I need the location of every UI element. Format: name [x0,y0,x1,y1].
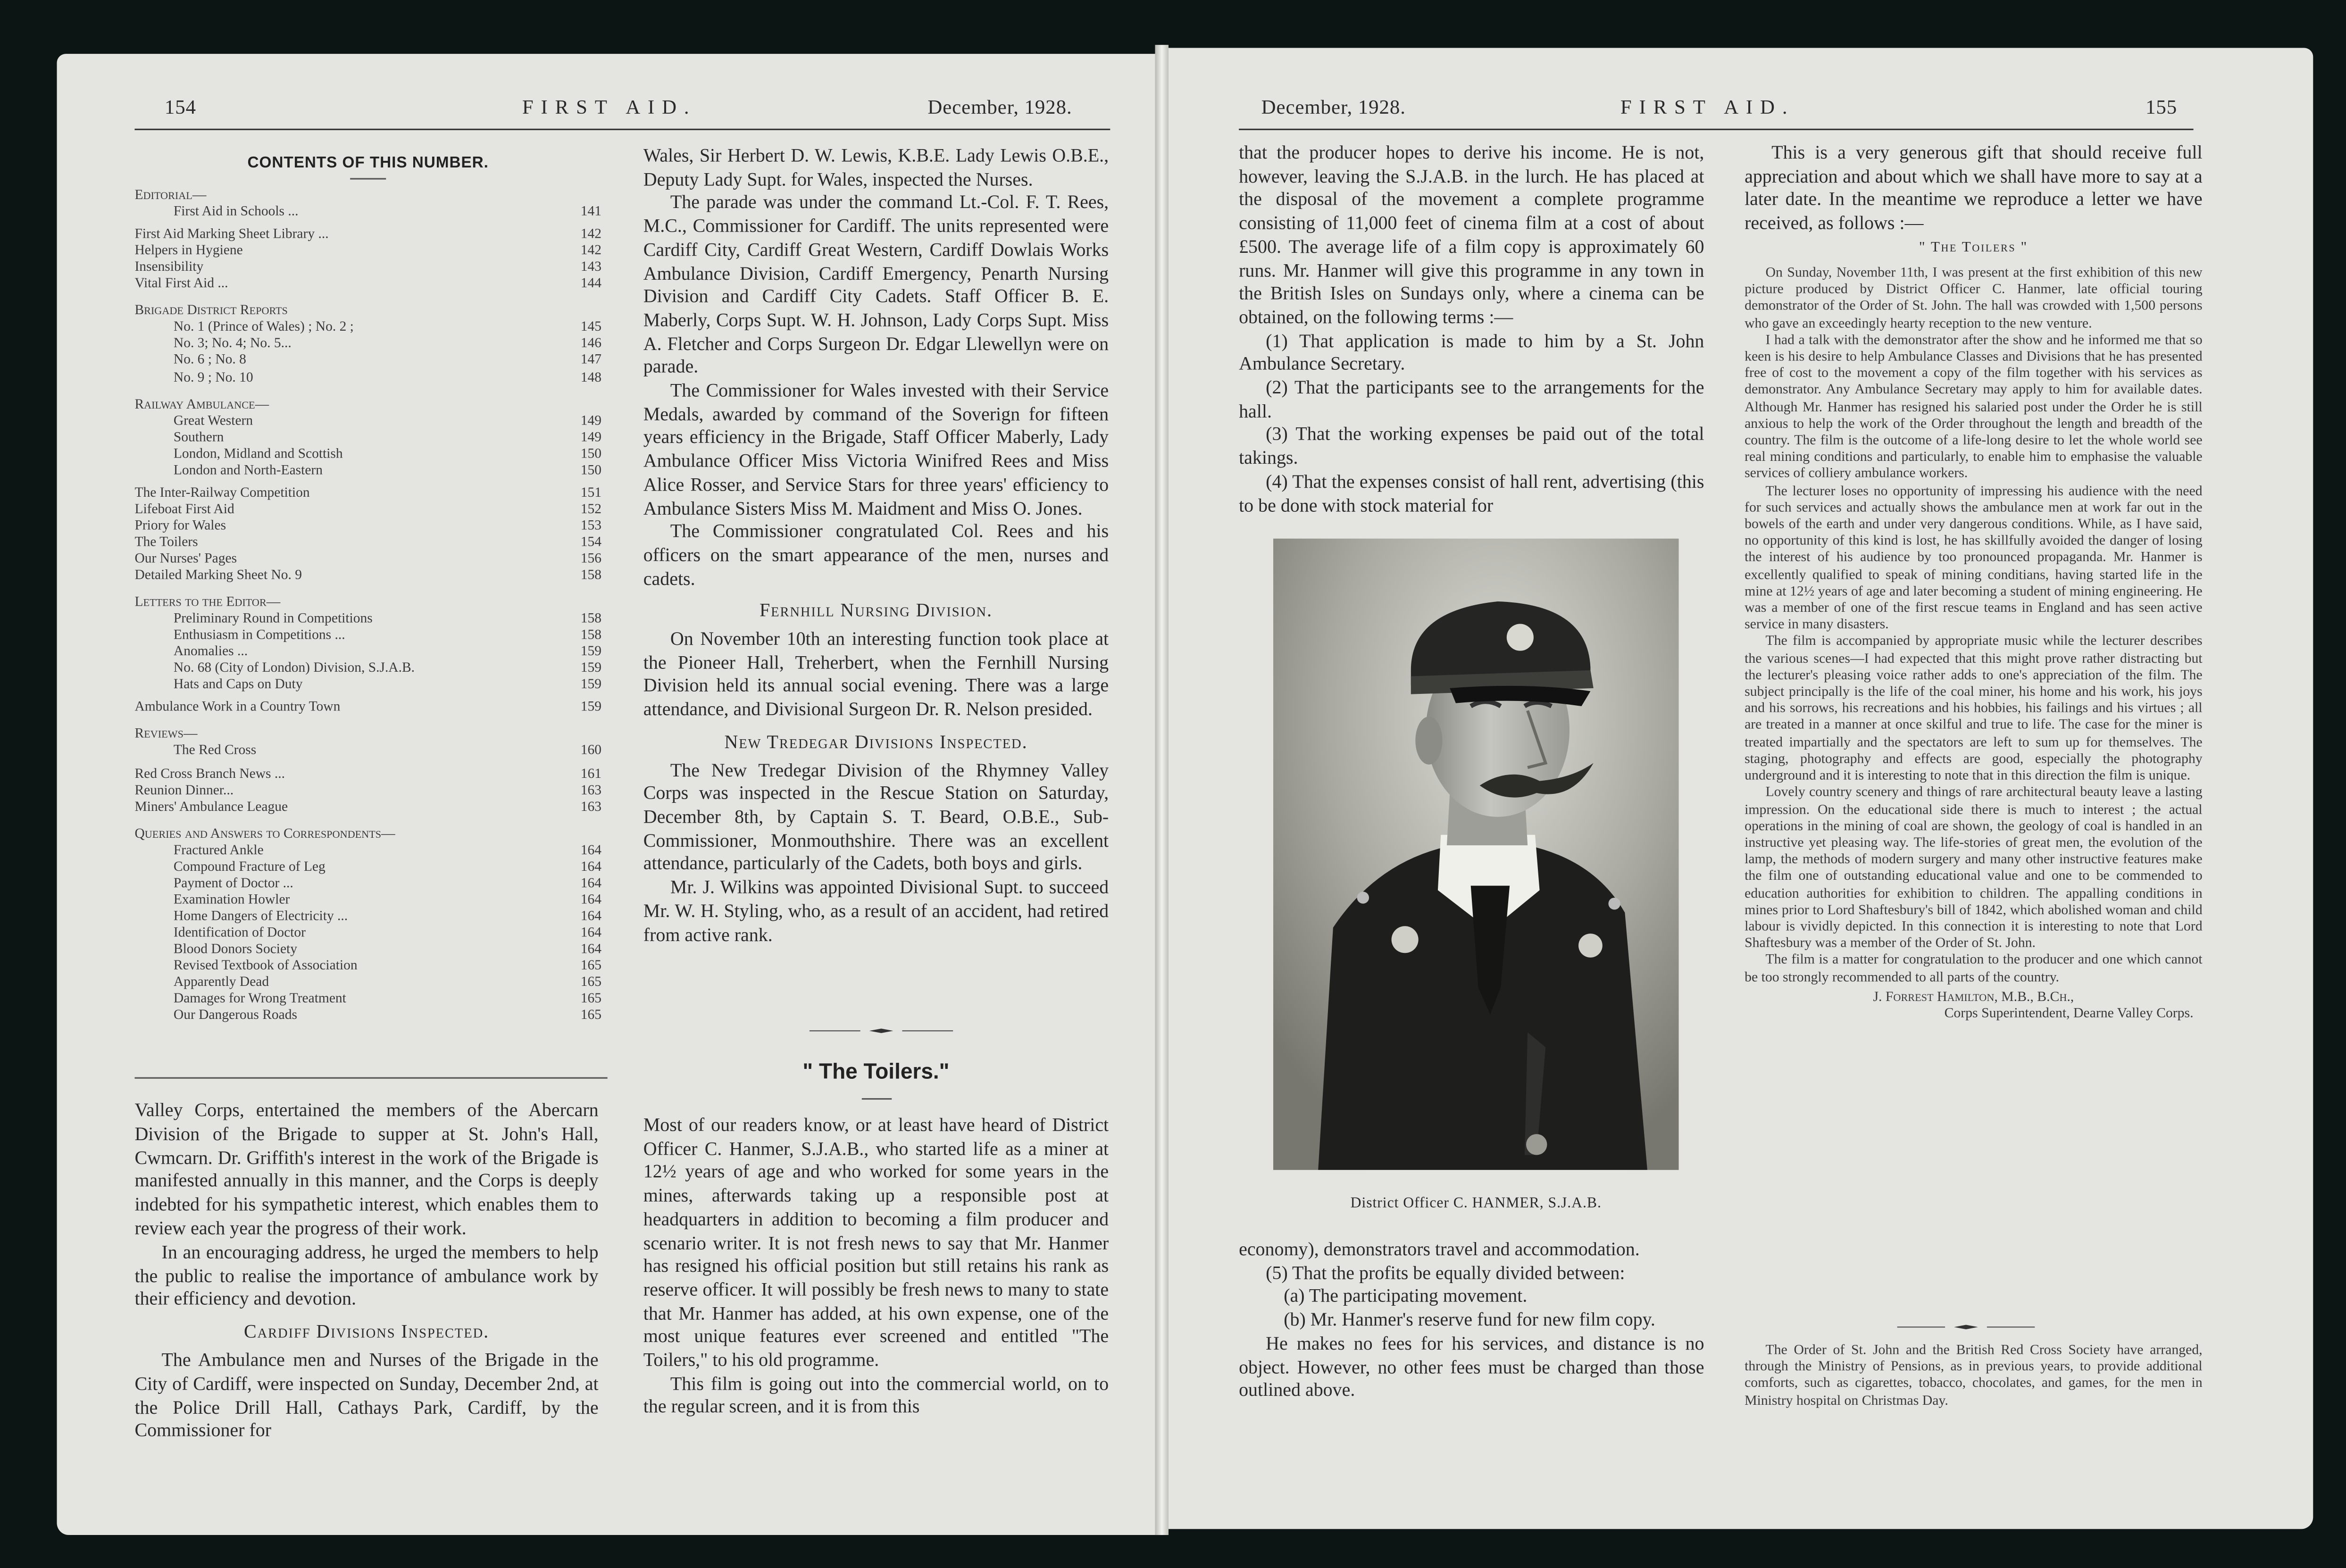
contents-item-page: 150 [580,447,601,462]
contents-item-dots [248,645,571,662]
subheading: Fernhill Nursing Division. [759,600,993,622]
contents-item-dots [237,552,571,568]
contents-item-label: No. 9 ; No. 10 [173,370,253,385]
contents-item-dots [253,370,572,387]
contents-item [134,552,601,568]
right-date: December, 1928. [1261,95,1406,118]
contents-item-dots [264,843,572,860]
contents-item-page: 147 [580,353,601,369]
paragraph: (a) The participating movement. [1284,1285,1528,1307]
closing-note: The Order of St. John and the British Red Cross Society have arranged, through the Ministry of Pensions, as in previous years, to provide additional comforts, such as cigarettes, tobacco, chocolates, and games, for the men in Ministry hospital on Christmas Day. [1745,1343,2203,1409]
contents-item-dots [293,876,572,893]
contents-item-label: The Inter-Railway Competition [134,486,310,501]
contents-item-label: Revised Textbook of Association [173,959,358,974]
right-running-title: FIRST AID. [1620,95,1795,118]
contents-item-page: 164 [580,892,601,908]
contents-item [134,321,601,337]
contents-item-label: Home Dangers of Electricity ... [173,909,348,925]
contents-item-dots [269,976,571,992]
closing-note-block [1745,1343,2203,1410]
contents-item [134,843,601,860]
contents-item [134,502,601,519]
contents-item-page: 165 [580,1009,601,1024]
left-header-rule [134,129,1110,130]
contents-item-label: Lifeboat First Aid [134,502,234,517]
contents-gap [134,480,601,486]
contents-item [134,205,601,222]
contents-item-page: 141 [580,205,601,220]
contents-item-label: The Toilers [134,535,198,550]
paragraph: that the producer hopes to derive his income. He is not, however, leaving the S.J.A.B. in the lurch. He has placed at the disposal of the movement a complete programme consisting of 11,000 feet of cinema film at a cost of about £500. The average life of a film copy is approximately 60 runs. Mr. Hanmer will give this programme in any town in the British Isles on Sundays only, where a cinema can be obtained, on the following terms :— [1239,142,1704,328]
contents-item-page: 151 [580,486,601,501]
closing-ornament [1897,1323,2035,1332]
contents-item-page: 154 [580,535,601,550]
contents-item [134,767,601,783]
contents-item-dots [302,678,571,695]
subheading: Cardiff Divisions Inspected. [244,1321,490,1343]
contents-item-page: 163 [580,783,601,799]
contents-item-label: The Red Cross [173,744,257,759]
contents-section-title: Letters to the Editor— [134,595,281,611]
contents-item-label: Hats and Caps on Duty [173,678,303,693]
contents-gap [134,817,601,823]
contents-item-label: Examination Howler [173,892,290,908]
contents-item-dots [310,486,572,502]
contents-item [134,744,601,761]
intro-paragraph: This is a very generous gift that should receive full appreciation and about which we shall have more to say at a later date. In the meantime we reproduce a letter we have received, as follows :— [1745,142,2203,234]
contents-item [134,876,601,893]
contents-item-dots [340,701,571,717]
portrait-illustration [1273,539,1679,1170]
paragraph: (3) That the working expenses be paid out of the total takings. [1239,424,1704,469]
left-page-number: 154 [164,95,196,118]
contents-item-label: Red Cross Branch News ... [134,767,285,782]
portrait-photo [1273,539,1679,1170]
contents-end-rule [134,1077,607,1079]
contents-item-dots [243,244,572,261]
contents-item-dots [226,519,571,535]
contents-item-dots [299,205,572,222]
left-running-title: FIRST AID. [522,95,697,118]
contents-item-page: 159 [580,678,601,693]
paragraph: The parade was under the command Lt.-Col. F. T. Rees, M.C., Commissioner for Cardiff. The units represented were Cardiff City, Cardiff Great Western, Cardiff Dowlais Works Ambulance Division, Cardiff Emergency, Penarth Nursing Division and Cardiff City Cadets. Staff Officer B. E. Maberly, Corps Supt. W. H. Johnson, Lady Corps Supt. Miss A. Fletcher and Corps Surgeon Dr. Edgar Llewellyn were on parade. [643,192,1109,378]
letter-paragraph: The film is a matter for congratulation to the producer and one which cannot be too strongly recommended to all parts of the country. [1745,953,2203,985]
contents-item-page: 161 [580,767,601,782]
contents-item-page: 145 [580,320,601,336]
paragraph: (1) That application is made to him by a St. John Ambulance Secretary. [1239,330,1704,375]
paragraph: The Commissioner for Wales invested with their Service Medals, awarded by command of the Soverign for fifteen years efficiency in the Brigade, Staff Officer Maberly, Lady Ambulance Officer Miss Victoria Winifred Rees and Miss Alice Rosser, and Service Stars for three years' efficiency to Ambulance Sisters Miss M. Maidment and Miss O. Jones. [643,380,1109,519]
contents-item-dots [343,447,572,463]
contents-item-label: Great Western [173,414,253,429]
contents-item-dots [297,1009,572,1025]
contents-item [134,645,601,662]
contents-item [134,662,601,678]
left-right-column [643,145,1109,948]
letter-paragraph: I had a talk with the demonstrator after the show and he informed me that so keen is his desire to help Ambulance Classes and Divisions that he has presented free of cost to the movement a copy of the film together with his services as demonstrator. Any Ambulance Secretary may apply to him for available dates. Although Mr. Hanmer has resigned his salaried post under the Order he is still anxious to help the work of the Order throughout the length and breadth of the country. The film is the outcome of a life-long desire to let the whole world see real mining conditions and particularly, to enable him to emphasise the valuable services of colliery ambulance workers. [1745,333,2203,483]
contents-gap [134,387,601,393]
paragraph: He makes no fees for his services, and distance is no object. However, no other fees must be charged than those outlined above. [1239,1333,1704,1401]
contents-item-page: 146 [580,337,601,352]
contents-item-page: 158 [580,612,601,627]
contents-item-dots [373,612,572,629]
contents-item-label: Blood Donors Society [173,942,298,958]
contents-item [134,783,601,800]
contents-item-label: London, Midland and Scottish [173,447,343,462]
right-column-one-top [1239,142,1704,518]
contents-item-dots [348,909,571,926]
contents-item-label: Enthusiasm in Competitions ... [173,628,345,644]
contents-item-page: 165 [580,959,601,974]
contents-item-dots [323,463,572,480]
contents-item-label: Southern [173,430,224,446]
letter-paragraph: Lovely country scenery and things of rare architectural beauty leave a lasting impression. On the educational side there is much to interest ; the actual operations in the mining of coal are shown, the geology of coal is handled in an instructive yet pleasing way. The life-stories of great men, the evolution of the lamp, the methods of modern surgery and many other instructive features make the film one of outstanding educational value and one to be commended to education authorities for exhibition to children. The appalling conditions in mines prior to Lord Shaftesbury's bill of 1842, which abolished woman and child labour is vividly depicted. In this connection it is interesting to note that Lord Shaftesbury was a member of the Order of St. John. [1745,786,2203,952]
contents-section-title: Brigade District Reports [134,304,288,319]
contents-gap [134,761,601,767]
paragraph: The Ambulance men and Nurses of the Brigade in the City of Cardiff, were inspected on Sunday, December 2nd, at the Police Drill Hall, Cathays Park, Cardiff, by the Commissioner for [134,1349,599,1442]
contents-item-label: No. 1 (Prince of Wales) ; No. 2 ; [173,320,354,336]
contents-item [134,860,601,876]
contents-item-dots [203,261,571,277]
paragraph: The Commissioner congratulated Col. Rees and his officers on the smart appearance of the men, nurses and cadets. [643,521,1109,589]
contents-item-dots [354,321,572,337]
contents-item-dots [346,992,572,1009]
right-page-number: 155 [2146,95,2178,118]
contents-gap [134,294,601,300]
contents-item-dots [292,337,572,354]
paragraph: (5) That the profits be equally divided between: [1266,1262,1625,1284]
contents-item-dots [256,744,571,761]
paragraph: economy), demonstrators travel and accommodation. [1239,1239,1640,1260]
contents-item-label: First Aid Marking Sheet Library ... [134,227,329,243]
contents-item-dots [228,277,572,294]
contents-list [134,156,601,1025]
contents-item-label: London and North-Eastern [173,463,323,479]
contents-item-dots [358,959,572,976]
contents-item-page: 142 [580,244,601,259]
contents-heading: CONTENTS OF THIS NUMBER. [247,154,489,172]
contents-item-label: Insensibility [134,260,204,276]
contents-item-label: Our Nurses' Pages [134,552,237,567]
contents-item-page: 158 [580,628,601,644]
contents-item-label: Vital First Aid ... [134,277,228,292]
contents-item-page: 165 [580,992,601,1007]
contents-item [134,959,601,976]
contents-item [134,486,601,502]
contents-item-label: Identification of Doctor [173,926,306,941]
contents-item-label: Damages for Wrong Treatment [173,992,346,1007]
contents-item-dots [415,662,572,678]
contents-item [134,244,601,261]
contents-item-page: 149 [580,430,601,446]
contents-item-page: 144 [580,277,601,292]
contents-item-page: 164 [580,926,601,941]
paragraph: This film is going out into the commercial world, on to the regular screen, and it is from this [643,1373,1109,1418]
contents-item [134,568,601,585]
contents-item-page: 164 [580,909,601,925]
left-date: December, 1928. [927,95,1072,118]
contents-item [134,629,601,645]
contents-item [134,463,601,480]
toilers-heading: " The Toilers." [802,1060,950,1085]
right-column-one-bottom [1239,1239,1704,1403]
contents-item [134,678,601,695]
contents-item-dots [285,767,572,783]
toilers-heading-rule [862,1098,892,1100]
contents-item-page: 156 [580,552,601,567]
letter-signature: J. Forrest Hamilton, M.B., B.Ch., [1873,990,2074,1005]
contents-item-page: 160 [580,744,601,759]
contents-item-dots [297,942,572,959]
contents-gap [134,695,601,701]
contents-item-label: Miners' Ambulance League [134,800,288,815]
contents-item-page: 158 [580,568,601,584]
contents-item-page: 159 [580,701,601,716]
contents-item-dots [253,414,571,430]
contents-gap [134,585,601,591]
contents-item-label: No. 68 (City of London) Division, S.J.A.B. [173,661,415,677]
contents-item-page: 165 [580,976,601,991]
contents-item [134,992,601,1009]
paragraph: The New Tredegar Division of the Rhymney Valley Corps was inspected in the Rescue Station on Saturday, December 8th, by Captain S. T. Beard, O.B.E., Sub-Commissioner, Monmouthshire. There was an excellent attendance, particularly of the Cadets, both boys and girls. [643,759,1109,875]
contents-item-page: 143 [580,260,601,276]
contents-item [134,893,601,909]
contents-item-page: 164 [580,876,601,892]
contents-item-label: Compound Fracture of Leg [173,859,326,875]
contents-item [134,942,601,959]
contents-item-label: Apparently Dead [173,976,269,991]
contents-item-page: 163 [580,800,601,815]
contents-section-title: Editorial— [134,188,207,204]
contents-item-page: 164 [580,942,601,958]
contents-item-dots [329,228,572,244]
contents-item-dots [198,535,572,552]
paragraph: Valley Corps, entertained the members of the Abercarn Division of the Brigade to supper at St. John's Hall, Cwmcarn. Dr. Griffith's interest in the work of the Brigade is manifested annually in this manner, and the Corps is deeply indebted for his sympathetic interest, which enables them to review each year the progress of their work. [134,1100,599,1239]
letter-paragraph: On Sunday, November 11th, I was present at the first exhibition of this new picture produced by District Officer C. Hanmer, late official touring demonstrator of the Order of St. John. The hall was crowded with 1,500 persons who gave an exceedingly hearty reception to the new venture. [1745,266,2203,332]
contents-gap [134,717,601,723]
paragraph: Wales, Sir Herbert D. W. Lewis, K.B.E. Lady Lewis O.B.E., Deputy Lady Supt. for Wales, inspected the Nurses. [643,145,1109,190]
contents-item [134,701,601,717]
letter-body [1745,267,2203,1024]
contents-item [134,277,601,294]
contents-item [134,430,601,447]
contents-item-dots [326,860,572,876]
contents-item-label: First Aid in Schools ... [173,205,299,220]
contents-item [134,337,601,354]
section-ornament [810,1026,953,1035]
right-column-two-intro [1745,142,2203,236]
contents-item [134,414,601,430]
paragraph: (4) That the expenses consist of hall rent, advertising (this to be done with stock material for [1239,471,1704,516]
contents-item-dots [288,800,571,817]
contents-item [134,1009,601,1025]
contents-item [134,228,601,244]
contents-item [134,800,601,817]
contents-item [134,447,601,463]
contents-item-dots [234,502,572,519]
contents-section-title: Queries and Answers to Correspondents— [134,826,395,842]
contents-item-label: Priory for Wales [134,519,226,534]
contents-heading-rule [350,178,386,180]
contents-item-page: 142 [580,227,601,243]
contents-item-page: 159 [580,661,601,677]
contents-item-label: Fractured Ankle [173,843,264,859]
contents-item-label: Reunion Dinner... [134,783,234,799]
contents-item [134,261,601,277]
contents-item [134,519,601,535]
contents-item-label: No. 6 ; No. 8 [173,353,246,369]
contents-item [134,909,601,926]
paragraph: Mr. J. Wilkins was appointed Divisional Supt. to succeed Mr. W. H. Styling, who, as a result of an accident, had retired from active rank. [643,876,1109,945]
contents-item-dots [290,893,571,909]
contents-gap [134,222,601,228]
contents-item-label: Helpers in Hygiene [134,244,243,259]
contents-item-label: Ambulance Work in a Country Town [134,701,341,716]
portrait-caption: District Officer C. HANMER, S.J.A.B. [1350,1195,1602,1212]
contents-item-page: 152 [580,502,601,517]
book-gutter [1155,45,1169,1535]
paragraph: (b) Mr. Hanmer's reserve fund for new film copy. [1284,1309,1655,1330]
toilers-article [643,1115,1109,1420]
contents-item-dots [234,783,571,800]
contents-item-page: 148 [580,370,601,385]
right-header-rule [1239,129,2193,130]
contents-item-dots [302,568,572,585]
contents-item-label: Preliminary Round in Competitions [173,612,373,627]
contents-item-label: No. 3; No. 4; No. 5... [173,337,292,352]
contents-section-title: Railway Ambulance— [134,397,269,412]
letter-signature-title: Corps Superintendent, Dearne Valley Corps. [1944,1007,2194,1022]
contents-item [134,612,601,629]
letter-paragraph: The film is accompanied by appropriate music while the lecturer describes the various scenes—I had expected that this might prove rather distracting but the lecturer's pleasing voice rather adds to one's appreciation of the film. The subject principally is the life of the coal miner, his home and his work, his joys and his sorrows, his recreations and his hobbies, his failings and his virtues ; all are treated in a manner at once skilful and true to life. The case for the miner is treated impartially and the spectators are left to sum up for themselves. The staging, photography and effects are good, especially the photography underground and it is interesting to note that in this direction the film is unique. [1745,635,2203,784]
paragraph: In an encouraging address, he urged the members to help the public to realise the importance of ambulance work by their efficiency and devotion. [134,1241,599,1310]
contents-item [134,926,601,942]
subheading: New Tredegar Divisions Inspected. [724,731,1028,752]
contents-item-page: 164 [580,843,601,859]
contents-item-page: 150 [580,463,601,479]
contents-item [134,354,601,370]
contents-item-label: Detailed Marking Sheet No. 9 [134,568,302,584]
contents-item-dots [306,926,572,942]
letter-title: " The Toilers " [1919,239,2028,256]
contents-item-page: 149 [580,414,601,429]
contents-item-dots [345,629,572,645]
left-lower-column [134,1100,598,1444]
contents-item [134,535,601,552]
contents-item [134,370,601,387]
contents-item-label: Anomalies ... [173,645,248,660]
contents-item-dots [224,430,571,447]
contents-item-page: 159 [580,645,601,660]
contents-item [134,976,601,992]
contents-item-label: Our Dangerous Roads [173,1009,297,1024]
contents-item-label: Payment of Doctor ... [173,876,293,892]
paragraph: Most of our readers know, or at least have heard of District Officer C. Hanmer, S.J.A.B., who started life as a miner at 12½ years of age and who worked for some years in the mines, afterwards taking up a responsible post at headquarters in addition to becoming a film producer and scenario writer. It is not fresh news to say that Mr. Hanmer has resigned his official position but still retains his rank as reserve officer. It will possibly be fresh news to many to state that Mr. Hanmer has added, at his own expense, one of the most unique features ever screened and entitled "The Toilers," to his old programme. [643,1114,1109,1371]
contents-item-page: 164 [580,859,601,875]
contents-item-page: 153 [580,519,601,534]
paragraph: On November 10th an interesting function took place at the Pioneer Hall, Treherbert, when the Fernhill Nursing Division held its annual social evening. There was a large attendance, and Divisional Surgeon Dr. R. Nelson presided. [643,628,1109,720]
letter-paragraph: The lecturer loses no opportunity of impressing his audience with the need for such services and actually shows the ambulance men at work far out in the bowels of the earth and under very dangerous conditions. While, as I have said, no opportunity of this kind is lost, he has skillfully avoided the danger of losing the interest of his audience by too pronounced propaganda. Mr. Hanmer is excellently qualified to speak of mining conditians, having started life in the mine at 12½ years of age and later becoming a student of mining engineering. He was a member of one of the first rescue teams in England and has seen active service in many disasters. [1745,484,2203,634]
contents-section-title: Reviews— [134,727,198,743]
contents-item-dots [246,354,572,370]
paragraph: (2) That the participants see to the arrangements for the hall. [1239,377,1704,422]
